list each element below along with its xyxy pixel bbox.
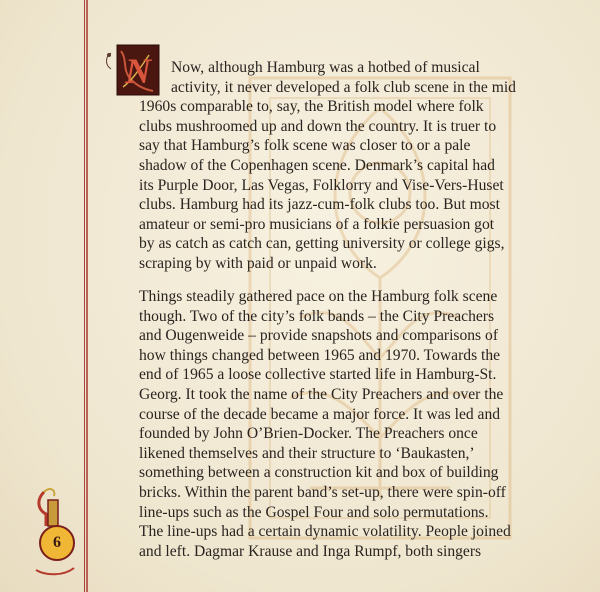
text-line: end of 1965 a loose collective started life in Hamburg-St. [139, 366, 497, 384]
paragraph-1 [139, 58, 579, 274]
text-line: likened themselves and their structure to ‘Baukasten,’ [139, 444, 475, 462]
text-line: Georg. It took the name of the City Preachers and over the [139, 385, 504, 403]
text-line: its Purple Door, Las Vegas, Folklorry and Vise-Vers-Huset [139, 176, 504, 194]
dropcap-letter: N [125, 51, 151, 91]
text-line: say that Hamburg’s folk scene was closer to or a pale [139, 137, 471, 155]
text-line: founded by John O’Brien-Docker. The Preachers once [139, 425, 478, 443]
text-line: bricks. Within the parent band’s set-up, there were spin-off [139, 483, 506, 501]
text-line: Things steadily gathered pace on the Hamburg folk scene [139, 288, 498, 305]
text-line: shadow of the Copenhagen scene. Denmark’s capital had [139, 156, 495, 174]
text-line: clubs. Hamburg had its jazz-cum-folk clubs too. But most [139, 196, 500, 214]
text-line: something between a construction kit and box of building [139, 464, 499, 482]
text-line: clubs mushroomed up and down the country. It is truer to [139, 117, 497, 135]
text-line: line-ups such as the Gospel Four and solo permutations. [139, 503, 489, 521]
page-number: 6 [39, 525, 75, 561]
text-line: and Ougenweide – provide snapshots and comparisons of [139, 327, 499, 345]
text-line: course of the decade became a major force. It was led and [139, 405, 501, 423]
text-line: by as catch as catch can, getting university or college gigs, [139, 235, 505, 253]
text-line: activity, it never developed a folk club scene in the mid [171, 78, 516, 96]
text-line: amateur or semi-pro musicians of a folkie persuasion got [139, 215, 495, 233]
text-line: The line-ups had a certain dynamic volatility. People joined [139, 523, 511, 541]
text-line: 1960s comparable to, say, the British model where folk [139, 98, 484, 116]
text-line: how things changed between 1965 and 1970. Towards the [139, 346, 501, 364]
text-line: and left. Dagmar Krause and Inga Rumpf, both singers [139, 542, 482, 560]
left-rule-line [86, 0, 88, 592]
text-line: scraping by with paid or unpaid work. [139, 254, 377, 272]
text-line: Now, although Hamburg was a hotbed of musical [171, 59, 480, 76]
paragraph-2 [139, 287, 579, 561]
text-line: though. Two of the city’s folk bands – the City Preachers [139, 307, 495, 325]
